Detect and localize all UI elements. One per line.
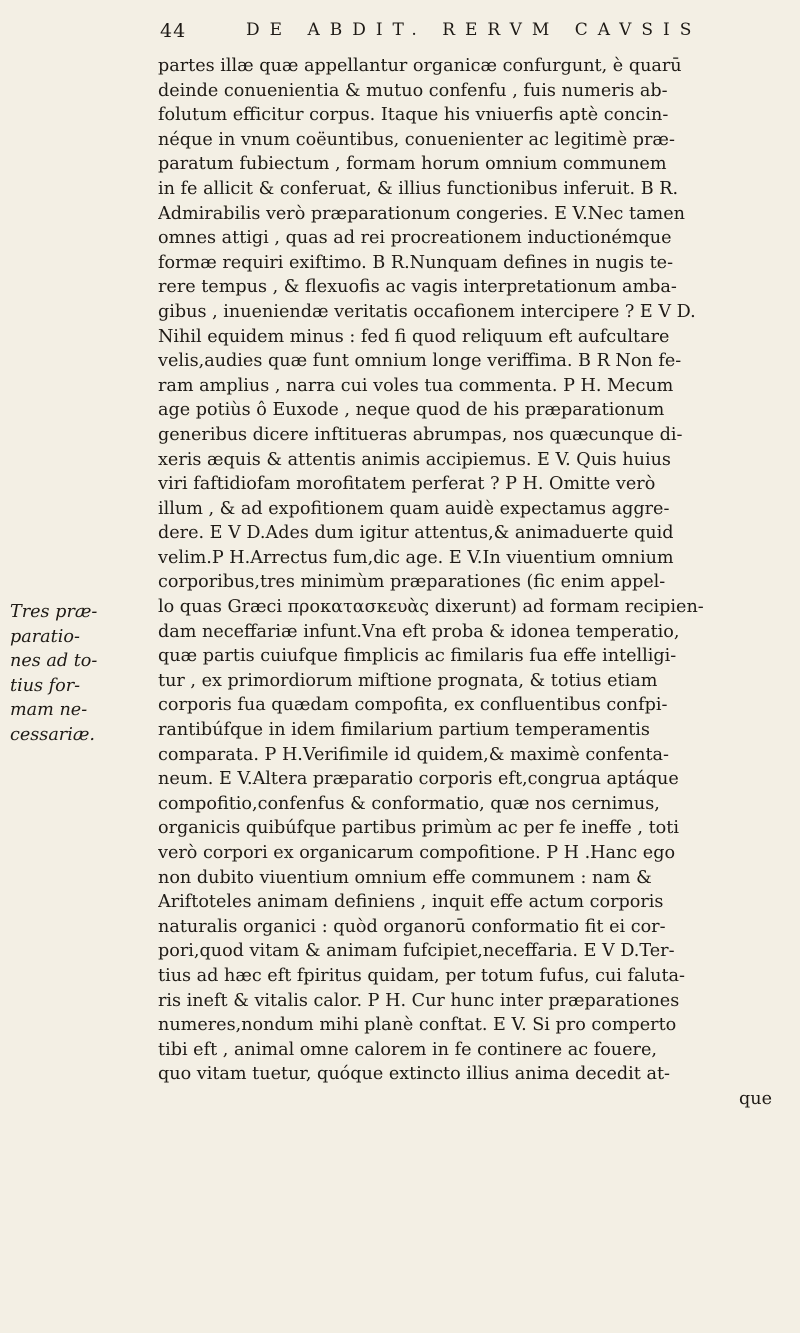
text-line: generibus dicere inftitueras abrumpas, nos quæcunque di- [158,424,683,445]
text-line: numeres,nondum mihi planè conftat. E V. Si pro comperto [158,1015,677,1036]
text-line: pori,quod vitam & animam fufcipiet,neceffaria. E V D.Ter- [158,941,675,962]
text-line: in fe allicit & conferuat, & illius functionibus inferuit. B R. [158,178,679,199]
text-line: partes illæ quæ appellantur organicæ confurgunt, è quarū [158,56,682,76]
margin-note-line: mam ne- [10,700,88,721]
text-line: viri faftidiofam morofitatem perferat ? P H. Omitte verò [158,474,656,495]
text-line: formæ requiri exiftimo. B R.Nunquam defines in nugis te- [158,252,674,273]
text-line: néque in vnum coëuntibus, conuenienter ac legitimè præ- [158,129,675,150]
text-line: compofitio,confenfus & conformatio, quæ nos cernimus, [158,793,660,814]
text-line: tius ad hæc eft fpiritus quidam, per totum fufus, cui faluta- [158,965,685,986]
text-line: quo vitam tuetur, quóque extincto illius anima decedit at- [158,1064,670,1085]
text-line: non dubito viuentium omnium effe communem : nam & [158,867,652,888]
text-line: corporibus,tres minimùm præparationes (fic enim appel- [158,572,666,593]
text-line: dere. E V D.Ades dum igitur attentus,& animaduerte quid [158,523,674,544]
text-line: rere tempus , & flexuofis ac vagis interpretationum amba- [158,277,677,298]
text-line: Nihil equidem minus : fed fi quod reliquum eft aufcultare [158,326,670,347]
page-number: 44 [160,20,187,42]
text-line: corporis fua quædam compofita, ex confluentibus confpi- [158,695,668,716]
text-line: Ariftoteles animam definiens , inquit effe actum corporis [158,892,664,913]
margin-note [10,600,150,748]
text-line: tibi eft , animal omne calorem in fe continere ac fouere, [158,1039,657,1060]
text-line: velim.P H.Arrectus fum,dic age. E V.In viuentium omnium [158,547,674,568]
text-line: tur , ex primordiorum miftione prognata, & totius etiam [158,670,658,691]
text-line: gibus , inueniendæ veritatis occafionem intercipere ? E V D. [158,301,696,322]
margin-note-line: cessariæ. [10,724,95,745]
text-line: age potiùs ô Euxode , neque quod de his præparationum [158,400,665,421]
margin-note-line: Tres præ- [10,602,98,622]
running-title: DE ABDIT. RERVM CAVSIS [246,20,702,40]
text-line: lo quas Græci προκατασκευὰς dixerunt) ad formam recipien- [158,597,704,618]
body-text [158,54,780,1112]
text-line: naturalis organici : quòd organorū conformatio fit ei cor- [158,916,666,937]
text-line: dam neceffariæ infunt.Vna eft proba & idonea temperatio, [158,621,680,642]
text-line: quæ partis cuiufque fimplicis ac fimilaris fua effe intelligi- [158,646,677,667]
text-line: folutum efficitur corpus. Itaque his vniuerfis aptè concin- [158,105,669,126]
margin-note-line: tius for- [10,675,81,696]
margin-note-line: paratio- [10,626,80,647]
text-line: omnes attigi , quas ad rei procreationem inductionémque [158,228,672,249]
text-line: verò corpori ex organicarum compofitione. P H .Hanc ego [158,843,676,863]
text-line: comparata. P H.Verifimile id quidem,& maximè confenta- [158,744,669,765]
text-line: neum. E V.Altera præparatio corporis eft,congrua aptáque [158,769,679,790]
margin-note-line: nes ad to- [10,651,98,672]
text-line: rantibúfque in idem fimilarium partium temperamentis [158,720,650,741]
text-line: illum , & ad expofitionem quam auidè expectamus aggre- [158,498,670,519]
text-line: organicis quibúfque partibus primùm ac per fe ineffe , toti [158,818,679,839]
text-line: velis,audies quæ funt omnium longe veriffima. B R Non fe- [158,351,682,372]
text-line: ram amplius , narra cui voles tua commenta. P H. Mecum [158,375,674,396]
text-line: que [738,1088,772,1109]
text-line: xeris æquis & attentis animis accipiemus. E V. Quis huius [158,449,671,470]
page-header [150,18,790,48]
text-line: Admirabilis verò præparationum congeries. E V.Nec tamen [158,203,685,224]
text-line: ris ineft & vitalis calor. P H. Cur hunc inter præparationes [158,990,680,1011]
text-line: deinde conuenientia & mutuo confenfu , fuis numeris ab- [158,80,668,101]
text-line: paratum fubiectum , formam horum omnium communem [158,154,667,175]
